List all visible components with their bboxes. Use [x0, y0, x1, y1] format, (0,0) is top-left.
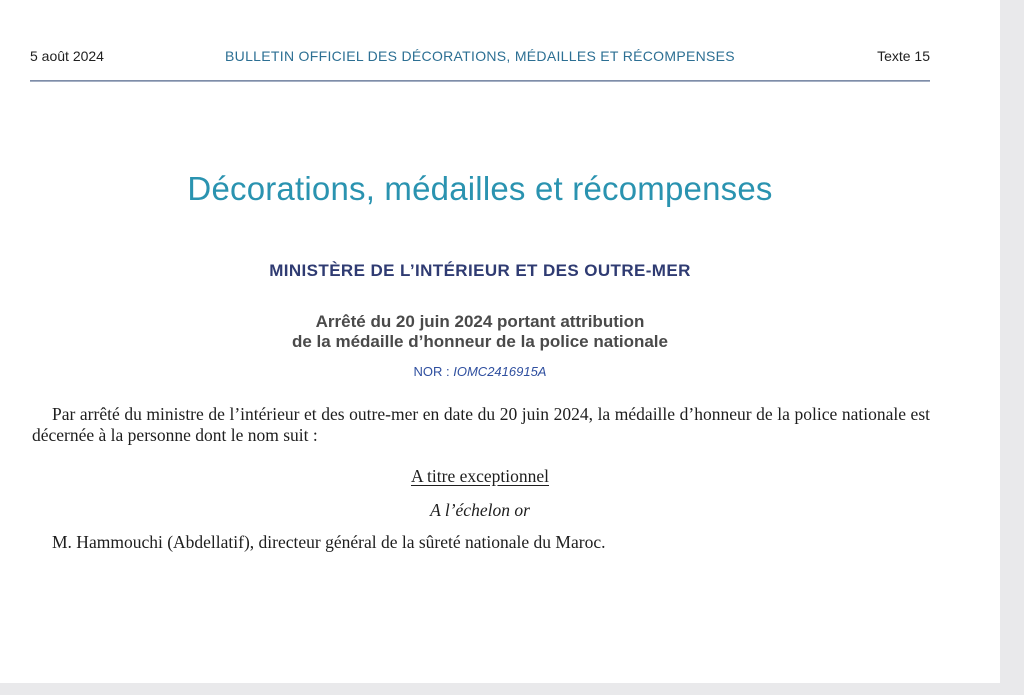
nor-reference	[30, 364, 930, 379]
category-heading-text: A titre exceptionnel	[410, 466, 549, 486]
bulletin-title: BULLETIN OFFICIEL DES DÉCORATIONS, MÉDAILLES ET RÉCOMPENSES	[225, 48, 735, 64]
section-title: Décorations, médailles et récompenses	[187, 170, 773, 207]
text-number: Texte 15	[877, 48, 930, 64]
arrete-title	[30, 312, 930, 352]
publication-date: 5 août 2024	[30, 48, 104, 64]
recipient-line: M. Hammouchi (Abdellatif), directeur général de la sûreté nationale du Maroc.	[52, 532, 606, 552]
arrete-title-line-1: Arrêté du 20 juin 2024 portant attribution	[315, 312, 645, 331]
echelon-heading: A l’échelon or	[430, 500, 530, 520]
arrete-title-line-2: de la médaille d’honneur de la police nationale	[292, 332, 668, 351]
body-paragraph: Par arrêté du ministre de l’intérieur et des outre-mer en date du 20 juin 2024, la médaille d’honneur de la police nationale est décernée à la personne dont le nom suit :	[32, 404, 930, 445]
header-divider	[30, 80, 930, 82]
category-heading	[30, 466, 930, 487]
nor-code: IOMC2416915A	[453, 364, 547, 379]
ministry-heading: MINISTÈRE DE L’INTÉRIEUR ET DES OUTRE-MER	[269, 261, 691, 280]
nor-label: NOR :	[413, 364, 450, 379]
page-header	[30, 48, 930, 70]
